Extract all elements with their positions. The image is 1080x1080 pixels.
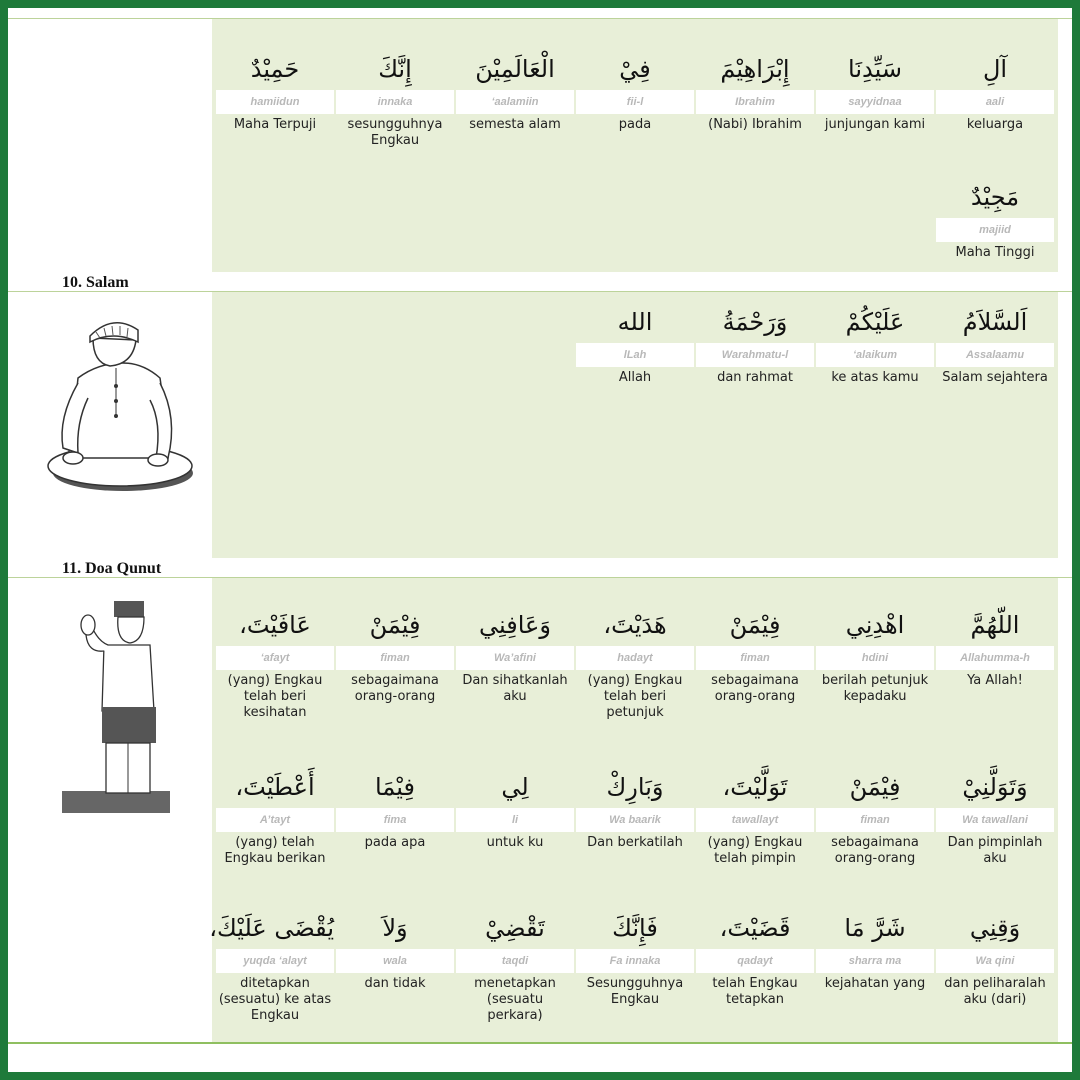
section-heading-salam: 10. Salam xyxy=(62,274,129,291)
word-card xyxy=(456,52,574,133)
meaning: junjungan kami xyxy=(824,117,926,132)
transliteration: ‘alaikum xyxy=(816,343,934,367)
arabic-word: اهْدِنِي xyxy=(845,611,905,639)
arabic-word: لِي xyxy=(501,773,529,801)
transliteration: Wa baarik xyxy=(576,808,694,832)
transliteration: qadayt xyxy=(696,949,814,973)
arabic-word: عَافَيْتَ، xyxy=(239,611,311,639)
meaning: keluarga xyxy=(966,117,1024,132)
meaning: Ya Allah! xyxy=(967,673,1023,688)
transliteration: fiman xyxy=(336,646,454,670)
transliteration: fima xyxy=(336,808,454,832)
transliteration: Warahmatu-l xyxy=(696,343,814,367)
meaning: kejahatan yang xyxy=(824,976,926,991)
word-card xyxy=(576,305,694,386)
word-card xyxy=(336,52,454,149)
transliteration: fii-l xyxy=(576,90,694,114)
word-card xyxy=(576,608,694,721)
meaning: (yang) telah Engkau berikan xyxy=(224,835,326,866)
arabic-word: آلِ xyxy=(982,55,1008,83)
word-card xyxy=(576,911,694,1008)
transliteration: sayyidnaa xyxy=(816,90,934,114)
meaning: sebagaimana orang-orang xyxy=(711,673,799,704)
page-frame xyxy=(8,8,1072,1072)
transliteration: fiman xyxy=(816,808,934,832)
arabic-word: فِيْ xyxy=(619,55,651,83)
arabic-word: اَلسَّلاَمُ xyxy=(962,308,1028,336)
meaning: ke atas kamu xyxy=(831,370,919,385)
arabic-word: عَلَيْكُمْ xyxy=(845,308,905,336)
arabic-word: سَيِّدِنَا xyxy=(848,55,902,83)
arabic-word: الْعَالَمِيْنَ xyxy=(475,55,555,83)
arabic-word: وَعَافِنِي xyxy=(479,611,551,639)
arabic-word: فِيْمَنْ xyxy=(729,611,781,639)
meaning: telah Engkau tetapkan xyxy=(712,976,798,1007)
arabic-word: تَقْضِيْ xyxy=(485,914,545,942)
word-card xyxy=(936,305,1054,386)
transliteration: hadayt xyxy=(576,646,694,670)
transliteration: ‘afayt xyxy=(216,646,334,670)
word-card xyxy=(816,911,934,992)
word-card xyxy=(696,305,814,386)
arabic-word: وَرَحْمَةُ xyxy=(722,308,788,336)
transliteration: Allahumma-h xyxy=(936,646,1054,670)
word-card xyxy=(696,770,814,867)
transliteration: Wa qini xyxy=(936,949,1054,973)
word-card xyxy=(336,911,454,992)
word-card xyxy=(816,608,934,705)
transliteration: wala xyxy=(336,949,454,973)
meaning: dan rahmat xyxy=(717,370,793,385)
meaning: (Nabi) Ibrahim xyxy=(708,117,802,132)
word-card xyxy=(816,305,934,386)
meaning: sebagaimana orang-orang xyxy=(351,673,439,704)
arabic-word: فِيْمَنْ xyxy=(369,611,421,639)
meaning: semesta alam xyxy=(469,117,561,132)
word-card xyxy=(336,608,454,705)
word-card xyxy=(456,608,574,705)
word-card xyxy=(456,770,574,851)
arabic-word: شَرَّ مَا xyxy=(844,914,906,942)
meaning: Dan berkatilah xyxy=(587,835,683,850)
section-heading-doa-qunut: 11. Doa Qunut xyxy=(62,560,162,577)
meaning: sebagaimana orang-orang xyxy=(831,835,919,866)
word-card xyxy=(696,52,814,133)
word-card xyxy=(936,180,1054,261)
arabic-word: أَعْطَيْتَ، xyxy=(235,773,315,801)
transliteration: lLah xyxy=(576,343,694,367)
meaning: untuk ku xyxy=(486,835,544,850)
transliteration: Ibrahim xyxy=(696,90,814,114)
sitting-figure-illustration xyxy=(38,308,198,498)
word-card xyxy=(816,770,934,867)
meaning: Sesungguhnya Engkau xyxy=(586,976,684,1007)
meaning: menetapkan (sesuatu perkara) xyxy=(474,976,556,1023)
meaning: (yang) Engkau telah pimpin xyxy=(707,835,803,866)
word-card xyxy=(816,52,934,133)
word-card xyxy=(936,770,1054,867)
arabic-word: اللّهُمَّ xyxy=(970,611,1020,639)
standing-figure-illustration xyxy=(58,593,178,818)
transliteration: Wa tawallani xyxy=(936,808,1054,832)
arabic-word: فِيْمَا xyxy=(375,773,415,801)
transliteration: fiman xyxy=(696,646,814,670)
word-card xyxy=(936,911,1054,1008)
transliteration: Fa innaka xyxy=(576,949,694,973)
meaning: Dan sihatkanlah aku xyxy=(462,673,568,704)
arabic-word: وَلاَ xyxy=(382,914,408,942)
meaning: ditetapkan (sesuatu) ke atas Engkau xyxy=(218,976,332,1023)
arabic-word: وَبَارِكْ xyxy=(606,773,664,801)
transliteration: majiid xyxy=(936,218,1054,242)
meaning: Allah xyxy=(618,370,652,385)
word-card xyxy=(336,770,454,851)
transliteration: aali xyxy=(936,90,1054,114)
word-card xyxy=(209,911,334,1024)
word-card xyxy=(936,52,1054,133)
transliteration: sharra ma xyxy=(816,949,934,973)
arabic-word: حَمِيْدٌ xyxy=(250,55,300,83)
arabic-word: فَإِنَّكَ xyxy=(612,914,658,942)
word-card xyxy=(456,911,574,1024)
transliteration: A’tayt xyxy=(216,808,334,832)
transliteration: taqdi xyxy=(456,949,574,973)
meaning: dan tidak xyxy=(364,976,426,991)
meaning: Salam sejahtera xyxy=(942,370,1048,385)
word-card xyxy=(696,608,814,705)
meaning: Maha Tinggi xyxy=(955,245,1035,260)
word-card xyxy=(696,911,814,1008)
transliteration: innaka xyxy=(336,90,454,114)
word-card xyxy=(576,52,694,133)
transliteration: Assalaamu xyxy=(936,343,1054,367)
arabic-word: إِنَّكَ xyxy=(378,55,412,83)
arabic-word: وَقِنِي xyxy=(969,914,1021,942)
transliteration: ‘aalamiin xyxy=(456,90,574,114)
word-card xyxy=(576,770,694,851)
meaning: berilah petunjuk kepadaku xyxy=(821,673,929,704)
arabic-word: وَتَوَلَّنِيْ xyxy=(962,773,1028,801)
arabic-word: مَجِيْدٌ xyxy=(970,183,1020,211)
word-card xyxy=(936,608,1054,689)
transliteration: hamiidun xyxy=(216,90,334,114)
word-card xyxy=(216,770,334,867)
divider xyxy=(8,1042,1072,1044)
transliteration: tawallayt xyxy=(696,808,814,832)
arabic-word: فِيْمَنْ xyxy=(849,773,901,801)
meaning: Maha Terpuji xyxy=(233,117,317,132)
arabic-word: إِبْرَاهِيْمَ xyxy=(720,55,790,83)
transliteration: li xyxy=(456,808,574,832)
arabic-word: تَوَلَّيْتَ، xyxy=(722,773,788,801)
meaning: sesungguhnya Engkau xyxy=(347,117,443,148)
meaning: dan peliharalah aku (dari) xyxy=(944,976,1046,1007)
transliteration: Wa’afini xyxy=(456,646,574,670)
word-card xyxy=(216,608,334,721)
meaning: (yang) Engkau telah beri petunjuk xyxy=(587,673,683,720)
arabic-word: قَضَيْتَ، xyxy=(719,914,791,942)
meaning: pada xyxy=(618,117,652,132)
meaning: Dan pimpinlah aku xyxy=(947,835,1043,866)
arabic-word: الله xyxy=(617,308,653,336)
meaning: pada apa xyxy=(364,835,426,850)
arabic-word: هَدَيْتَ، xyxy=(603,611,667,639)
word-card xyxy=(216,52,334,133)
transliteration: hdini xyxy=(816,646,934,670)
meaning: (yang) Engkau telah beri kesihatan xyxy=(227,673,323,720)
transliteration: yuqda ‘alayt xyxy=(216,949,334,973)
arabic-word: يُقْضَى عَلَيْكَ، xyxy=(209,914,334,942)
divider xyxy=(8,18,1072,19)
